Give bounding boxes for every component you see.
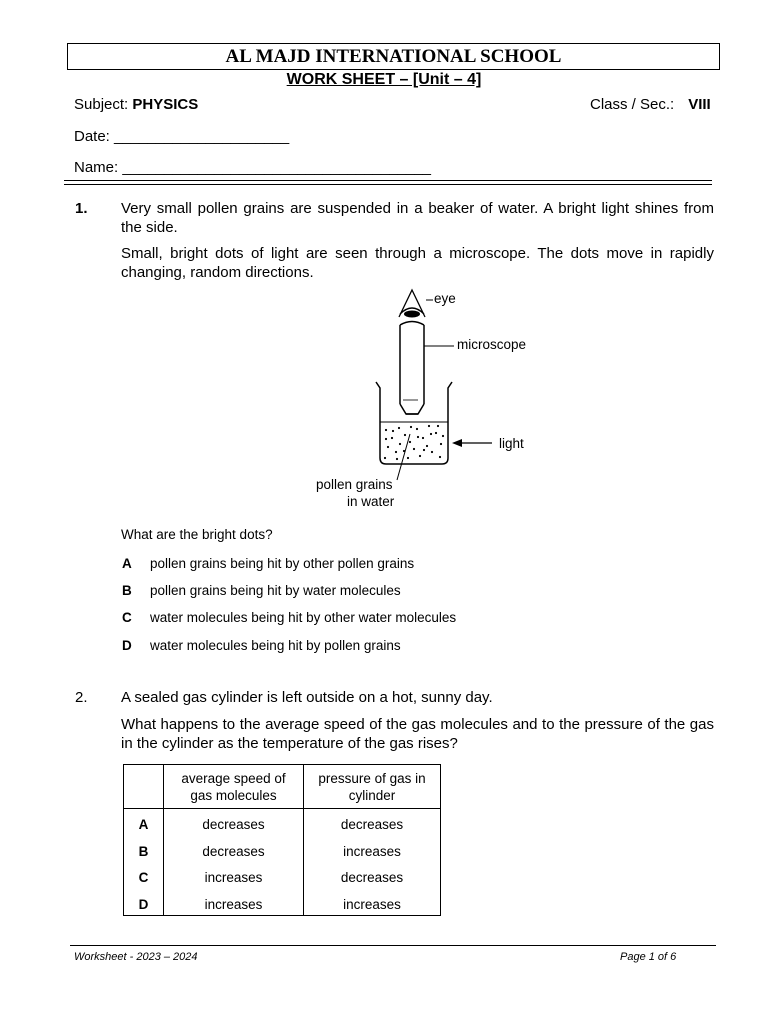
option-a-text: pollen grains being hit by other pollen grains <box>150 556 415 571</box>
school-name: AL MAJD INTERNATIONAL SCHOOL <box>67 43 720 70</box>
question-2-para-1: A sealed gas cylinder is left outside on a hot, sunny day. <box>121 689 493 706</box>
option-d-letter: D <box>122 638 132 653</box>
worksheet-title: WORK SHEET – [Unit – 4] <box>286 71 482 88</box>
label-pollen-line-1: pollen grains <box>316 477 393 492</box>
table-header-divider <box>124 808 440 809</box>
option-a-letter: A <box>122 556 132 571</box>
question-1-number: 1. <box>75 200 88 217</box>
option-d-text: water molecules being hit by pollen grains <box>150 638 401 653</box>
eye-icon <box>399 290 425 318</box>
option-c-letter: C <box>122 610 132 625</box>
question-2-number: 2. <box>75 689 88 706</box>
option-b-text: pollen grains being hit by water molecules <box>150 583 401 598</box>
table-header-pressure: pressure of gas in cylinder <box>318 771 426 803</box>
label-microscope: microscope <box>457 337 527 352</box>
subject-field: Subject: PHYSICS <box>74 96 199 113</box>
beaker <box>376 382 452 464</box>
table-header-speed: average speed of gas molecules <box>181 771 286 803</box>
label-eye: eye <box>434 291 456 306</box>
footer-divider <box>70 945 716 946</box>
pollen-grains <box>384 425 444 460</box>
header-divider-bottom <box>64 184 712 185</box>
option-b-letter: B <box>122 583 132 598</box>
microscope-tube <box>400 322 424 415</box>
label-light: light <box>499 436 524 451</box>
question-1-para-2: Small, bright dots of light are seen through a microscope. The dots move in rapidly changing, random directions. <box>121 245 714 281</box>
answer-table: average speed of gas molecules pressure of gas in cylinder A decreases decreases B decreases increases C increases decreases D increases increases <box>123 764 441 916</box>
footer-page-number: Page 1 of 6 <box>620 951 677 963</box>
label-pollen-line-2: in water <box>347 494 395 509</box>
question-2-para-2: What happens to the average speed of the gas molecules and to the pressure of the gas in the cylinder as the temperature of the gas rises? <box>121 716 714 752</box>
class-field: Class / Sec.: VIII <box>590 96 711 113</box>
date-field: Date: _____________________ <box>74 128 290 145</box>
option-c-text: water molecules being hit by other water molecules <box>150 610 457 625</box>
question-1-para-1: Very small pollen grains are suspended in a beaker of water. A bright light shines from the side. <box>121 200 714 236</box>
header-divider-top <box>64 180 712 181</box>
light-arrow <box>452 439 492 447</box>
question-1-stem: What are the bright dots? <box>121 527 273 542</box>
footer-left: Worksheet - 2023 – 2024 <box>74 951 198 963</box>
name-field: Name: _____________________________________ <box>74 159 432 176</box>
